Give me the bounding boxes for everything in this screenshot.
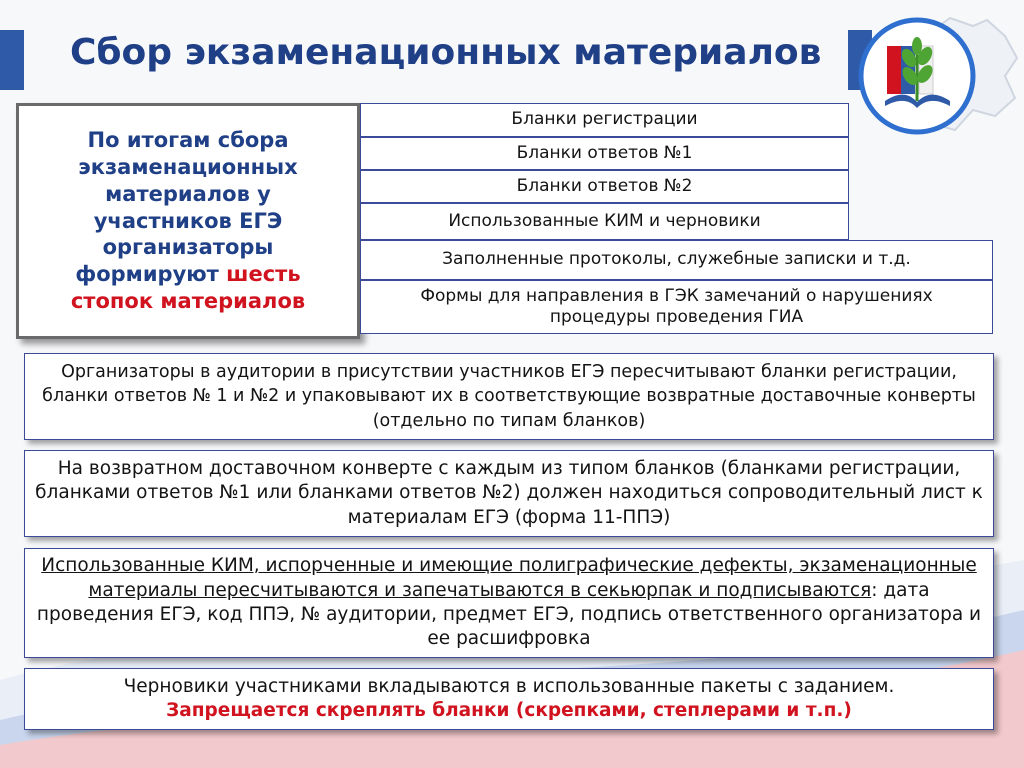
- stack-item: Использованные КИМ и черновики: [360, 203, 849, 240]
- stack-item: Бланки ответов №1: [360, 137, 849, 170]
- warning-text: Запрещается скреплять бланки (скрепками, степлерами и т.п.): [166, 700, 852, 721]
- summary-text: По итогам сбора экзаменационных материалов у участников ЕГЭ организаторы формируют: [75, 127, 298, 287]
- stack-item: Заполненные протоколы, служебные записки и т.д.: [360, 240, 993, 280]
- info-paragraph-cover-sheet: На возвратном доставочном конверте с каждым из типом бланков (бланками регистрации, бланками ответов №1 или бланками ответов №2) должен находиться сопроводительный лист к материалам ЕГЭ (форма 11-ППЭ): [24, 450, 994, 537]
- stack-item: Бланки ответов №2: [360, 170, 849, 203]
- slide-title: Сбор экзаменационных материалов: [70, 32, 822, 73]
- info-paragraph-drafts: [24, 668, 994, 730]
- underlined-statement: Использованные КИМ, испорченные и имеющие полиграфические дефекты, экзаменационные материалы пересчитываются и запечатываются в секьюрпак и подписываются: [41, 555, 977, 601]
- title-accent-left: [0, 30, 24, 90]
- drafts-text: Черновики участниками вкладываются в использованные пакеты с заданием.: [123, 675, 895, 697]
- education-emblem-map-icon: [855, 6, 1020, 146]
- info-paragraph-kim-packing: [24, 548, 994, 658]
- stack-item: Формы для направления в ГЭК замечаний о нарушениях процедуры проведения ГИА: [360, 280, 993, 334]
- stack-item: Бланки регистрации: [360, 103, 849, 137]
- info-paragraph-recount: Организаторы в аудитории в присутствии участников ЕГЭ пересчитывают бланки регистрации, бланки ответов № 1 и №2 и упаковывают их в соответствующие возвратные доставочные конверты (отдельно по типам бланков): [24, 353, 994, 440]
- summary-highlight: шесть стопок материалов: [70, 262, 306, 314]
- summary-box: [16, 103, 360, 339]
- packing-details: : дата проведения ЕГЭ, код ППЭ, № аудитории, предмет ЕГЭ, подпись ответственного организатора и ее расшифровка: [36, 579, 982, 650]
